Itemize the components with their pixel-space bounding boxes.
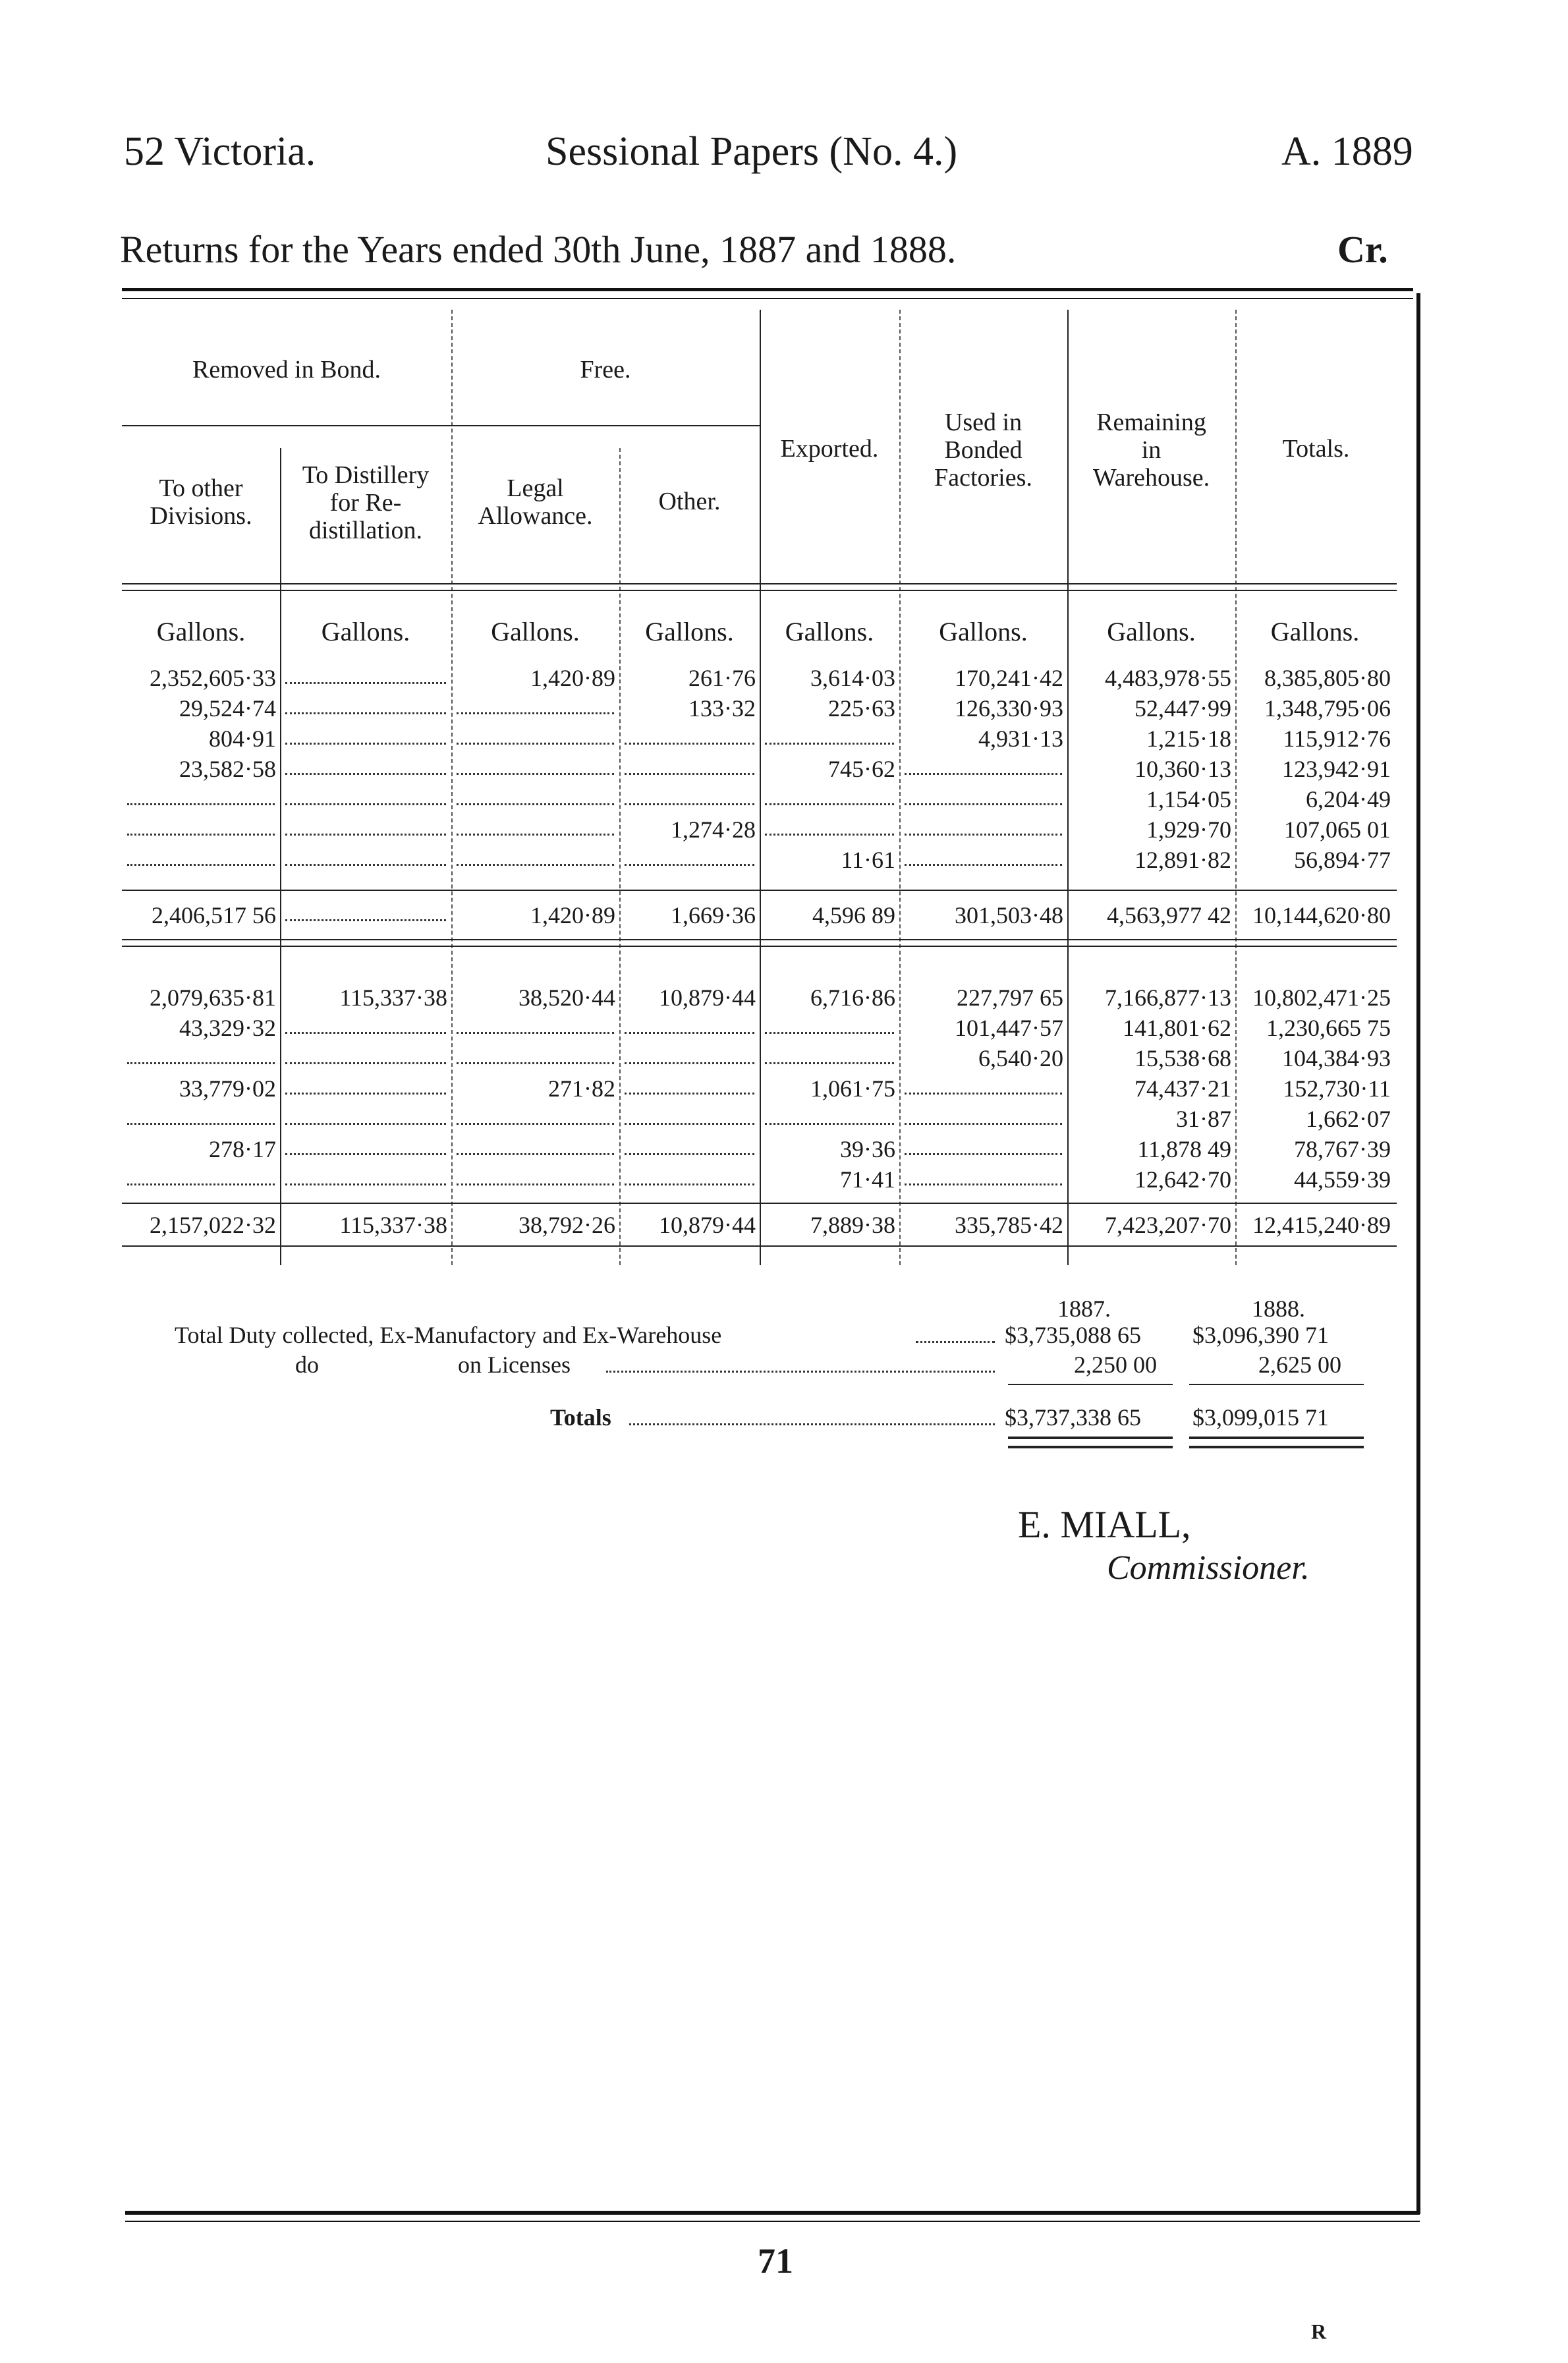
summary-row2-1887: 2,250 00 xyxy=(1074,1352,1157,1378)
leader-dots xyxy=(285,1032,446,1034)
credit-label: Cr. xyxy=(1337,228,1388,271)
group-removed-in-bond: Removed in Bond. xyxy=(192,356,381,384)
total-cell: 7,423,207·70 xyxy=(1105,1212,1231,1238)
leader-dots xyxy=(765,1123,894,1125)
leader-dots xyxy=(285,1183,446,1185)
leader-dots xyxy=(285,864,446,866)
leader-dots xyxy=(127,834,275,836)
block2-total-rule xyxy=(122,1245,1397,1247)
col-exported: Exported. xyxy=(780,435,879,463)
group-underline xyxy=(122,425,760,426)
table-cell: 271·82 xyxy=(548,1075,615,1102)
table-cell: 804·91 xyxy=(209,726,276,752)
table-cell: 115,912·76 xyxy=(1283,726,1391,752)
table-cell: 78,767·39 xyxy=(1294,1136,1391,1162)
leader-dots xyxy=(625,1093,754,1095)
table-cell: 141,801·62 xyxy=(1123,1015,1231,1041)
table-cell: 23,582·58 xyxy=(179,756,276,782)
table-cell: 74,437·21 xyxy=(1134,1075,1231,1102)
table-cell: 1,348,795·06 xyxy=(1264,695,1391,722)
table-cell: 745·62 xyxy=(828,756,895,782)
table-cell: 12,891·82 xyxy=(1134,847,1231,873)
col-totals: Totals. xyxy=(1282,435,1350,463)
summary-year-1888: 1888. xyxy=(1252,1295,1305,1322)
leader-dots xyxy=(457,864,614,866)
table-cell: 123,942·91 xyxy=(1282,756,1391,782)
leader-dots xyxy=(285,919,446,921)
header-title: Sessional Papers (No. 4.) xyxy=(546,129,958,174)
table-cell: 11,878 49 xyxy=(1137,1136,1231,1162)
col-used-in-bonded-factories: Used in Bonded Factories. xyxy=(934,409,1032,492)
table-cell: 1,154·05 xyxy=(1146,786,1231,812)
total-cell: 38,792·26 xyxy=(518,1212,615,1238)
total-cell: 115,337·38 xyxy=(339,1212,447,1238)
table-cell: 107,065 01 xyxy=(1284,816,1391,843)
signature-mark: R xyxy=(1311,2320,1327,2343)
table-cell: 10,360·13 xyxy=(1134,756,1231,782)
summary-row1-1887: $3,735,088 65 xyxy=(1005,1322,1141,1348)
table-cell: 52,447·99 xyxy=(1134,695,1231,722)
leader-dots xyxy=(625,1183,754,1185)
header-series: A. 1889 xyxy=(1281,129,1413,174)
table-cell: 6,716·86 xyxy=(810,984,895,1011)
leader-dots xyxy=(625,864,754,866)
leader-dots xyxy=(285,682,446,684)
leader-dots xyxy=(765,834,894,836)
top-rule xyxy=(122,288,1413,291)
table-cell: 39·36 xyxy=(840,1136,895,1162)
leader-dots xyxy=(457,1153,614,1155)
page-number: 71 xyxy=(758,2241,793,2281)
leader-dots xyxy=(905,803,1062,805)
bottom-rule xyxy=(125,2211,1420,2215)
col-to-distillery: To Distillery for Re- distillation. xyxy=(302,461,430,544)
table-cell: 1,662·07 xyxy=(1306,1106,1391,1132)
table-cell: 6,540·20 xyxy=(978,1045,1063,1071)
table-cell: 1,420·89 xyxy=(530,665,615,691)
table-cell: 3,614·03 xyxy=(810,665,895,691)
returns-table xyxy=(122,310,1397,1278)
page-subtitle: Returns for the Years ended 30th June, 1887 and 1888. xyxy=(120,228,957,271)
summary-totals-label: Totals xyxy=(550,1404,611,1431)
col-legal-allowance: Legal Allowance. xyxy=(478,474,593,530)
table-cell: 8,385,805·80 xyxy=(1264,665,1391,691)
total-cell: 12,415,240·89 xyxy=(1252,1212,1391,1238)
table-cell: 261·76 xyxy=(688,665,756,691)
col-to-other-divisions: To other Divisions. xyxy=(150,474,252,530)
leader-dots xyxy=(127,1183,275,1185)
table-cell: 278·17 xyxy=(209,1136,276,1162)
leader-dots xyxy=(285,773,446,775)
leader-dots xyxy=(606,1371,995,1373)
total-cell: 2,406,517 56 xyxy=(152,902,276,928)
leader-dots xyxy=(625,1062,754,1064)
table-cell: 10,802,471·25 xyxy=(1252,984,1391,1011)
summary-totals-1887: $3,737,338 65 xyxy=(1005,1404,1141,1431)
col-sep xyxy=(280,448,281,1265)
leader-dots xyxy=(127,1123,275,1125)
total-cell: 4,563,977 42 xyxy=(1107,902,1231,928)
leader-dots xyxy=(905,834,1062,836)
total-cell: 301,503·48 xyxy=(955,902,1063,928)
leader-dots xyxy=(285,803,446,805)
total-cell: 335,785·42 xyxy=(955,1212,1063,1238)
summary-double-rule xyxy=(1189,1437,1364,1439)
table-cell: 43,329·32 xyxy=(179,1015,276,1041)
leader-dots xyxy=(916,1341,995,1343)
table-cell: 115,337·38 xyxy=(339,984,447,1011)
summary-rule-1888 xyxy=(1189,1384,1364,1385)
table-cell: 44,559·39 xyxy=(1294,1166,1391,1193)
table-cell: 6,204·49 xyxy=(1306,786,1391,812)
unit-label: Gallons. xyxy=(156,617,246,646)
table-cell: 33,779·02 xyxy=(179,1075,276,1102)
table-cell: 1,215·18 xyxy=(1146,726,1231,752)
block1-total-rule-2 xyxy=(122,946,1397,947)
table-cell: 104,384·93 xyxy=(1282,1045,1391,1071)
right-border xyxy=(1416,293,1420,2214)
total-cell: 1,420·89 xyxy=(530,902,615,928)
signature-title: Commissioner. xyxy=(1107,1549,1310,1587)
table-cell: 170,241·42 xyxy=(955,665,1063,691)
table-cell: 10,879·44 xyxy=(659,984,756,1011)
unit-label: Gallons. xyxy=(939,617,1028,646)
leader-dots xyxy=(127,1062,275,1064)
leader-dots xyxy=(625,803,754,805)
leader-dots xyxy=(765,803,894,805)
block1-total-rule xyxy=(122,939,1397,940)
table-cell: 31·87 xyxy=(1176,1106,1231,1132)
leader-dots xyxy=(765,1032,894,1034)
total-cell: 4,596 89 xyxy=(812,902,895,928)
table-cell: 1,274·28 xyxy=(671,816,756,843)
leader-dots xyxy=(285,1153,446,1155)
table-cell: 7,166,877·13 xyxy=(1105,984,1231,1011)
table-cell: 2,079,635·81 xyxy=(150,984,276,1011)
header-volume: 52 Victoria. xyxy=(124,129,316,174)
leader-dots xyxy=(457,743,614,745)
leader-dots xyxy=(285,712,446,714)
total-cell: 10,144,620·80 xyxy=(1252,902,1391,928)
summary-row2-1888: 2,625 00 xyxy=(1258,1352,1341,1378)
leader-dots xyxy=(625,1032,754,1034)
leader-dots xyxy=(285,1062,446,1064)
summary-totals-1888: $3,099,015 71 xyxy=(1192,1404,1329,1431)
table-cell: 29,524·74 xyxy=(179,695,276,722)
leader-dots xyxy=(457,1123,614,1125)
leader-dots xyxy=(285,743,446,745)
leader-dots xyxy=(127,864,275,866)
total-cell: 1,669·36 xyxy=(671,902,756,928)
summary-double-rule xyxy=(1189,1446,1364,1448)
leader-dots xyxy=(625,743,754,745)
leader-dots xyxy=(457,834,614,836)
unit-label: Gallons. xyxy=(785,617,874,646)
leader-dots xyxy=(625,1123,754,1125)
summary-row2-label: on Licenses xyxy=(458,1352,571,1378)
table-cell: 225·63 xyxy=(828,695,895,722)
leader-dots xyxy=(457,773,614,775)
table-cell: 227,797 65 xyxy=(957,984,1063,1011)
leader-dots xyxy=(457,803,614,805)
table-cell: 1,061·75 xyxy=(810,1075,895,1102)
table-cell: 101,447·57 xyxy=(955,1015,1063,1041)
summary-row1-label: Total Duty collected, Ex-Manufactory and Ex-Warehouse xyxy=(175,1322,722,1348)
table-cell: 1,230,665 75 xyxy=(1266,1015,1391,1041)
table-cell: 4,483,978·55 xyxy=(1105,665,1231,691)
leader-dots xyxy=(905,773,1062,775)
summary-double-rule xyxy=(1008,1437,1173,1439)
block2-rule xyxy=(122,1203,1397,1204)
leader-dots xyxy=(457,712,614,714)
header-rule-2 xyxy=(122,590,1397,591)
unit-label: Gallons. xyxy=(645,617,734,646)
signature-name: E. MIALL, xyxy=(1018,1503,1191,1546)
table-cell: 126,330·93 xyxy=(955,695,1063,722)
leader-dots xyxy=(625,773,754,775)
leader-dots xyxy=(905,1123,1062,1125)
leader-dots xyxy=(629,1423,995,1425)
leader-dots xyxy=(457,1032,614,1034)
leader-dots xyxy=(127,803,275,805)
total-cell: 7,889·38 xyxy=(810,1212,895,1238)
block1-rule xyxy=(122,890,1397,891)
unit-label: Gallons. xyxy=(1107,617,1196,646)
summary-row2-ditto: do xyxy=(295,1352,319,1378)
table-cell: 152,730·11 xyxy=(1283,1075,1391,1102)
unit-label: Gallons. xyxy=(1270,617,1360,646)
summary-rule-1887 xyxy=(1008,1384,1173,1385)
leader-dots xyxy=(285,1093,446,1095)
table-cell: 2,352,605·33 xyxy=(150,665,276,691)
total-cell: 10,879·44 xyxy=(659,1212,756,1238)
leader-dots xyxy=(765,1062,894,1064)
col-remaining-in-warehouse: Remaining in Warehouse. xyxy=(1092,409,1210,492)
leader-dots xyxy=(285,834,446,836)
table-cell: 11·61 xyxy=(841,847,895,873)
total-cell: 2,157,022·32 xyxy=(150,1212,276,1238)
unit-label: Gallons. xyxy=(491,617,580,646)
bottom-rule-thin xyxy=(125,2221,1420,2222)
leader-dots xyxy=(625,1153,754,1155)
header-rule xyxy=(122,583,1397,584)
table-cell: 38,520·44 xyxy=(518,984,615,1011)
col-sep xyxy=(619,448,621,1265)
table-cell: 71·41 xyxy=(840,1166,895,1193)
table-cell: 133·32 xyxy=(688,695,756,722)
leader-dots xyxy=(905,1093,1062,1095)
unit-label: Gallons. xyxy=(321,617,410,646)
table-cell: 4,931·13 xyxy=(978,726,1063,752)
top-rule-thin xyxy=(122,298,1413,299)
summary-year-1887: 1887. xyxy=(1057,1295,1111,1322)
table-cell: 12,642·70 xyxy=(1134,1166,1231,1193)
table-cell: 56,894·77 xyxy=(1294,847,1391,873)
table-cell: 1,929·70 xyxy=(1146,816,1231,843)
col-other: Other. xyxy=(658,488,721,515)
leader-dots xyxy=(765,743,894,745)
table-cell: 15,538·68 xyxy=(1134,1045,1231,1071)
leader-dots xyxy=(905,864,1062,866)
leader-dots xyxy=(457,1062,614,1064)
leader-dots xyxy=(457,1183,614,1185)
group-free: Free. xyxy=(580,356,631,384)
leader-dots xyxy=(905,1183,1062,1185)
leader-dots xyxy=(905,1153,1062,1155)
col-sep xyxy=(451,310,453,1265)
leader-dots xyxy=(285,1123,446,1125)
summary-row1-1888: $3,096,390 71 xyxy=(1192,1322,1329,1348)
summary-double-rule xyxy=(1008,1446,1173,1448)
